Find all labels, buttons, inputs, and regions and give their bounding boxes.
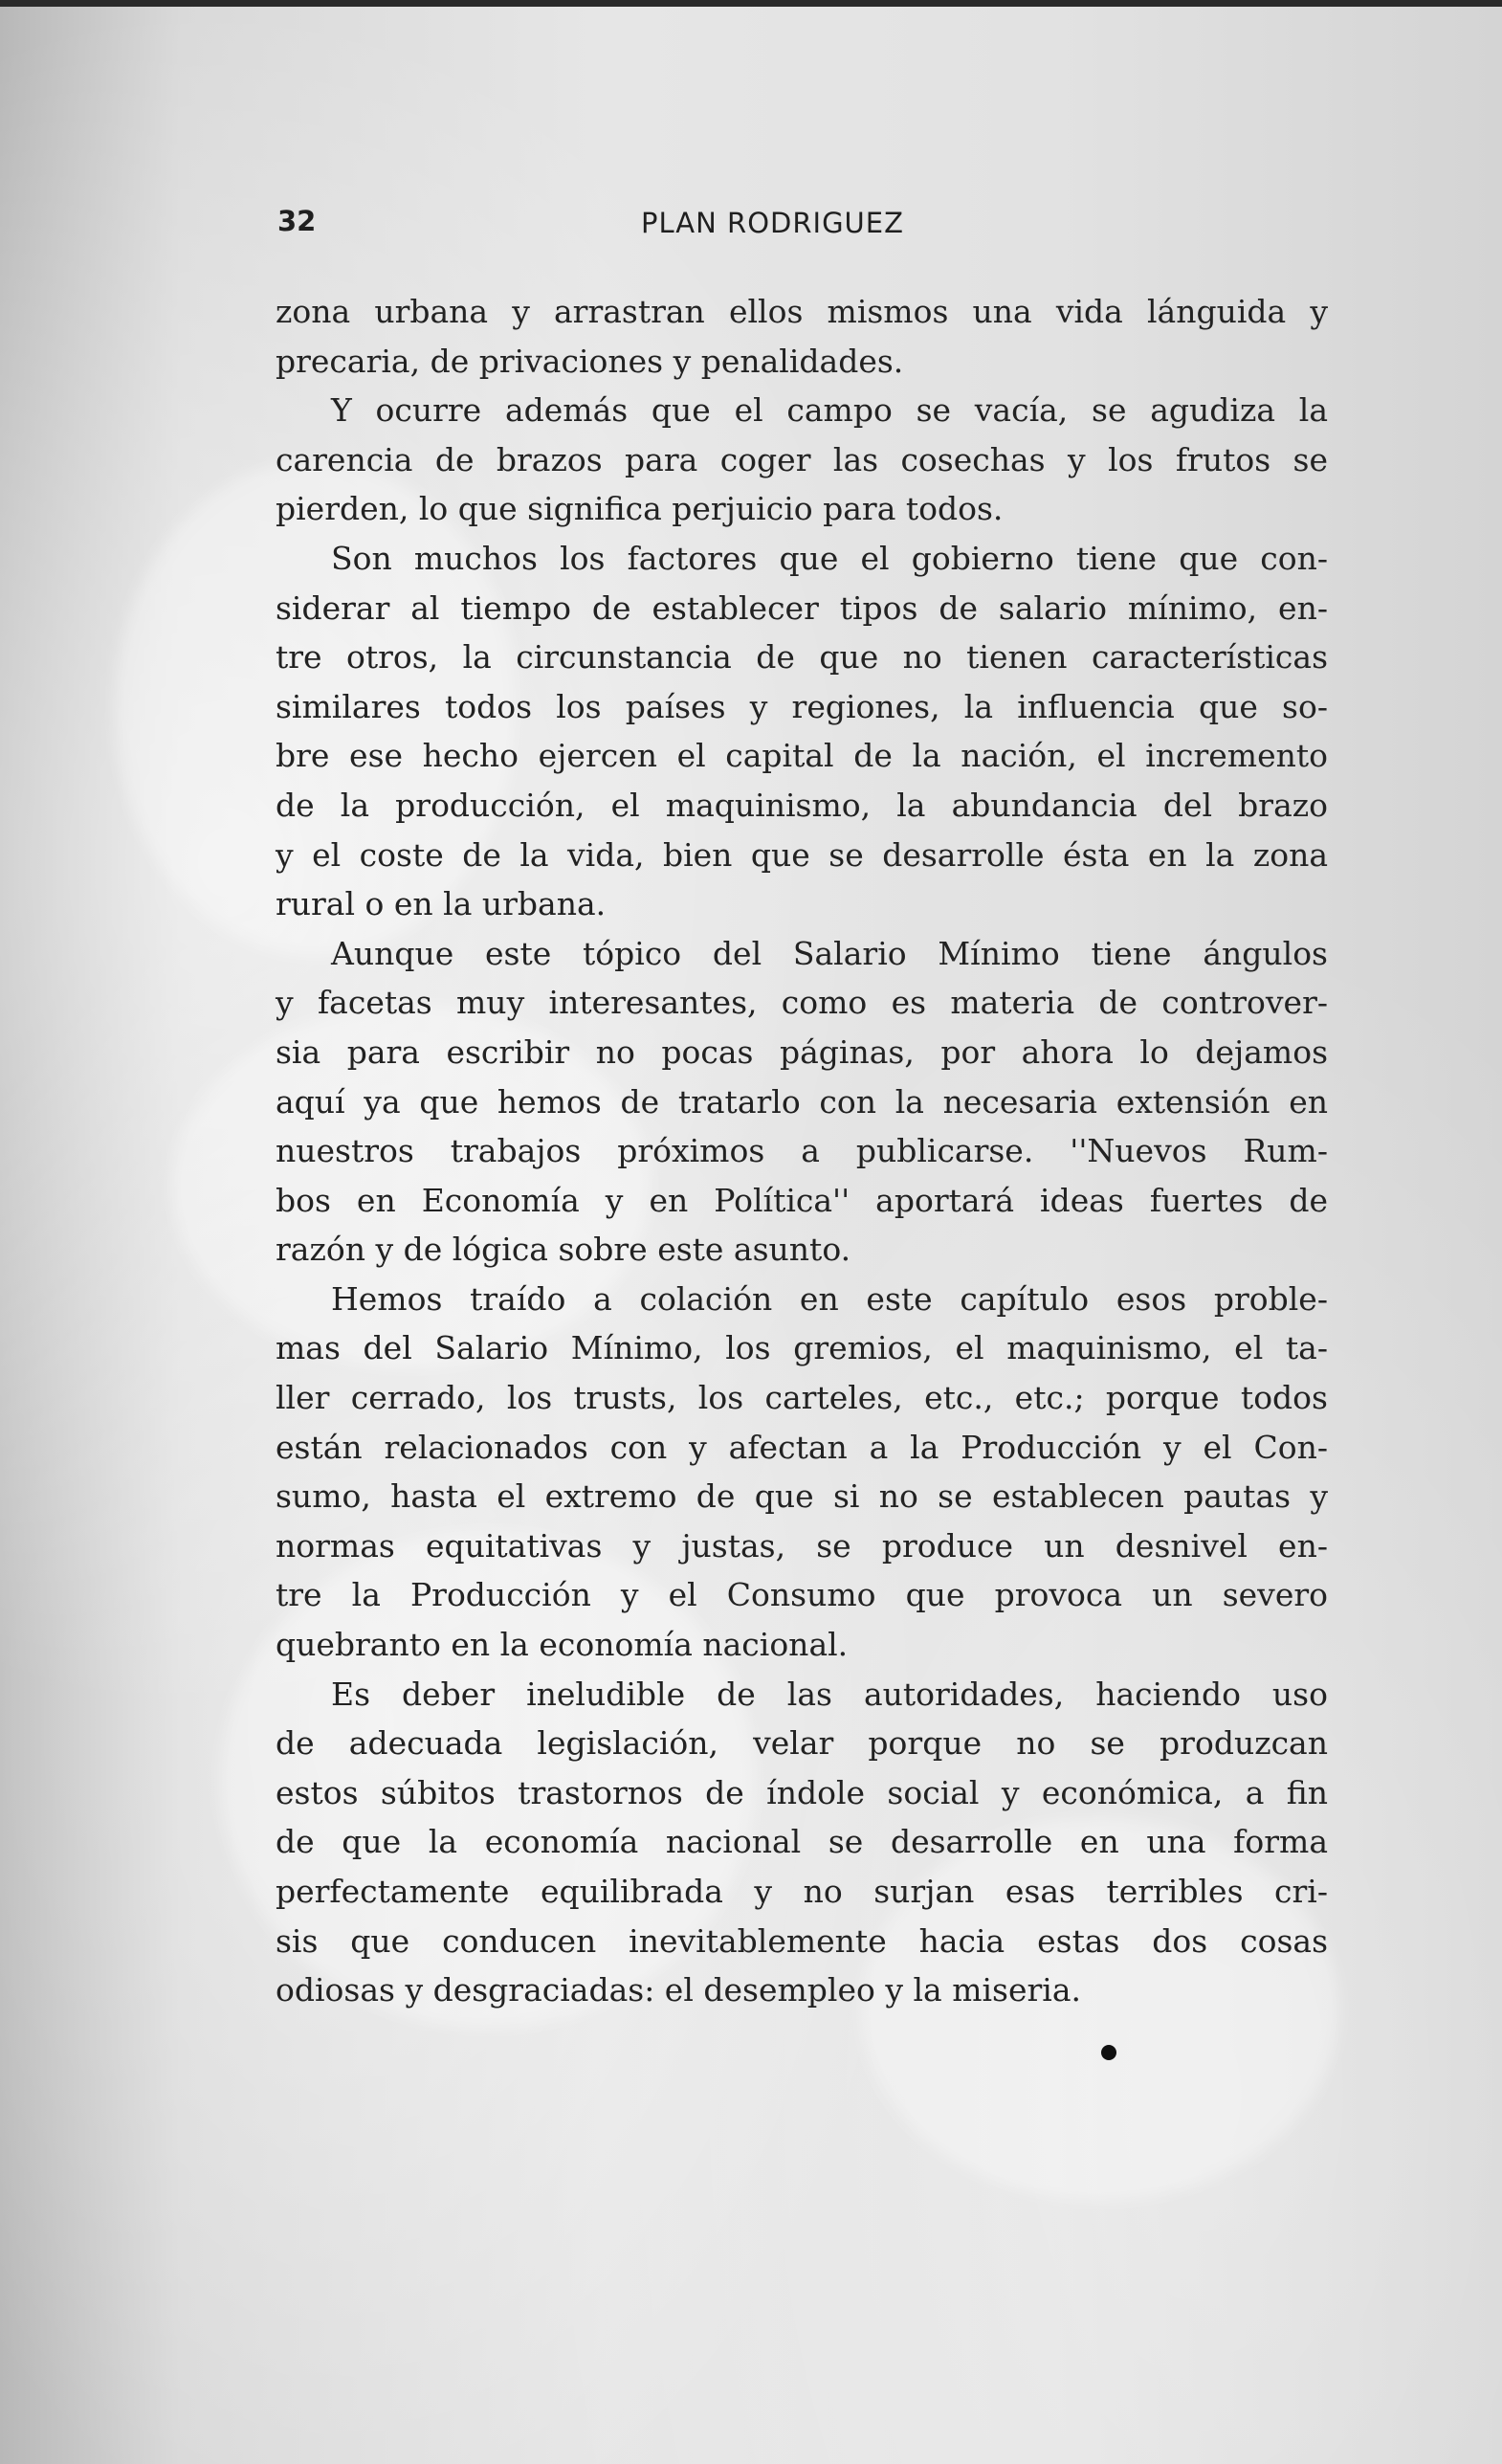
text-line: razón y de lógica sobre este asunto.	[276, 1231, 851, 1269]
text-line: zona urbana y arrastran ellos mismos una vida lánguida y	[276, 293, 1328, 330]
text-line: tre la Producción y el Consumo que provoca un severo	[276, 1576, 1328, 1614]
text-line: tre otros, la circunstancia de que no tienen características	[276, 638, 1328, 677]
text-line: perfectamente equilibrada y no surjan esas terribles cri-	[276, 1873, 1328, 1910]
text-line: Son muchos los factores que el gobierno tiene que con-	[331, 539, 1328, 577]
text-line: están relacionados con y afectan a la Producción y el Con-	[276, 1428, 1328, 1466]
text-line: de adecuada legislación, velar porque no se produzcan	[276, 1724, 1328, 1763]
text-line: estos súbitos trastornos de índole social y económica, a fin	[276, 1773, 1328, 1811]
text-line: quebranto en la economía nacional.	[276, 1626, 849, 1664]
text-line: sis que conducen inevitablemente hacia estas dos cosas	[276, 1921, 1328, 1960]
text-line: similares todos los países y regiones, la influencia que so-	[276, 687, 1328, 725]
text-line: de la producción, el maquinismo, la abundancia del brazo	[276, 786, 1328, 824]
text-line: Es deber ineludible de las autoridades, haciendo uso	[331, 1675, 1328, 1713]
text-line: sumo, hasta el extremo de que si no se establecen pautas y	[276, 1477, 1328, 1516]
text-line: Aunque este tópico del Salario Mínimo tiene ángulos	[331, 934, 1328, 972]
text-line: y facetas muy interesantes, como es materia de controver-	[276, 984, 1328, 1022]
text-line: bos en Economía y en Política'' aportará ideas fuertes de	[276, 1181, 1328, 1219]
text-line: carencia de brazos para coger las cosechas y los frutos se	[276, 440, 1328, 478]
text-line: rural o en la urbana.	[276, 885, 607, 923]
text-line: sia para escribir no pocas páginas, por ahora lo dejamos	[276, 1032, 1328, 1071]
text-line: Hemos traído a colación en este capítulo esos proble-	[331, 1279, 1328, 1318]
text-line: de que la economía nacional se desarrolle en una forma	[276, 1823, 1328, 1861]
text-line: siderar al tiempo de establecer tipos de salario mínimo, en-	[276, 588, 1328, 627]
text-line: pierden, lo que significa perjuicio para todos.	[276, 490, 1004, 528]
text-line: precaria, de privaciones y penalidades.	[276, 342, 904, 380]
text-line: Y ocurre además que el campo se vacía, se agudiza la	[331, 391, 1328, 430]
text-line: nuestros trabajos próximos a publicarse. ''Nuevos Rum-	[276, 1132, 1328, 1170]
text-line: y el coste de la vida, bien que se desarrolle ésta en la zona	[276, 835, 1328, 874]
text-line: mas del Salario Mínimo, los gremios, el maquinismo, el ta-	[276, 1329, 1328, 1367]
body-text	[276, 287, 1328, 2015]
text-line: ller cerrado, los trusts, los carteles, etc., etc.; porque todos	[276, 1379, 1328, 1417]
page-number: 32	[277, 205, 317, 237]
top-border	[0, 0, 1502, 7]
text-line: bre ese hecho ejercen el capital de la nación, el incremento	[276, 737, 1328, 775]
running-title: PLAN RODRIGUEZ	[641, 207, 904, 239]
text-line: odiosas y desgraciadas: el desempleo y la miseria.	[276, 1971, 1081, 2009]
text-line: aquí ya que hemos de tratarlo con la necesaria extensión en	[276, 1082, 1328, 1121]
ink-spot	[1101, 2045, 1116, 2060]
text-line: normas equitativas y justas, se produce un desnivel en-	[276, 1526, 1328, 1565]
